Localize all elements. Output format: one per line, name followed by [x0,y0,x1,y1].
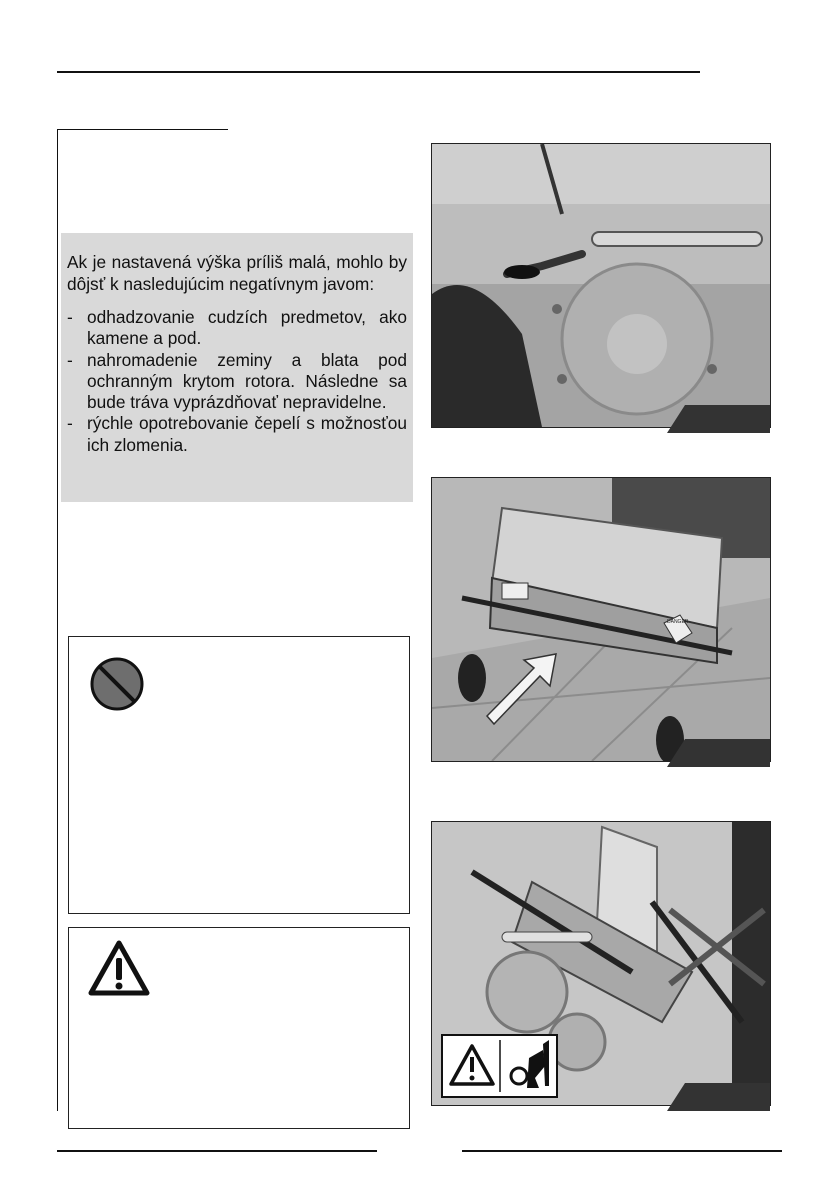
danger-sticker-label: DANGER [667,619,689,625]
warning-notice-box [68,927,410,1129]
prohibition-icon [88,655,146,713]
section-heading-rule [57,129,228,130]
left-column-border [57,129,58,1111]
list-item: - rýchle opotrebovanie čepelí s možnosťou ich zlomenia. [67,413,407,455]
photo-number-tab [667,739,770,767]
footer-rule-left [57,1150,377,1152]
photo-number-tab [667,1083,770,1111]
list-item: - nahromadenie zeminy a blata pod ochranným krytom rotora. Následne sa bude tráva vyprázdňovať nepravidelne. [67,349,407,413]
list-item-text: nahromadenie zeminy a blata pod ochranným krytom rotora. Následne sa bude tráva vyprázdňovať nepravidelne. [87,349,407,413]
warning-rotor-hazard-icon [443,1036,556,1096]
footer-rule-right [462,1150,782,1152]
photo-number-tab [667,405,770,433]
list-item: - odhadzovanie cudzích predmetov, ako kamene a pod. [67,307,407,349]
header-rule [57,71,700,73]
photo-wrong-position [431,821,771,1106]
list-item-text: odhadzovanie cudzích predmetov, ako kamene a pod. [87,307,407,349]
photo-height-adjustment [431,143,771,428]
photo-rotor-cover [431,477,771,762]
warning-triangle-icon [87,939,151,999]
warning-intro-text: Ak je nastavená výška príliš malá, mohlo by dôjsť k nasledujúcim negatívnym javom: [67,252,407,294]
rotor-hazard-sticker [441,1034,558,1098]
warning-list [67,307,407,456]
prohibition-notice-box [68,636,410,914]
list-item-text: rýchle opotrebovanie čepelí s možnosťou ich zlomenia. [87,413,407,455]
